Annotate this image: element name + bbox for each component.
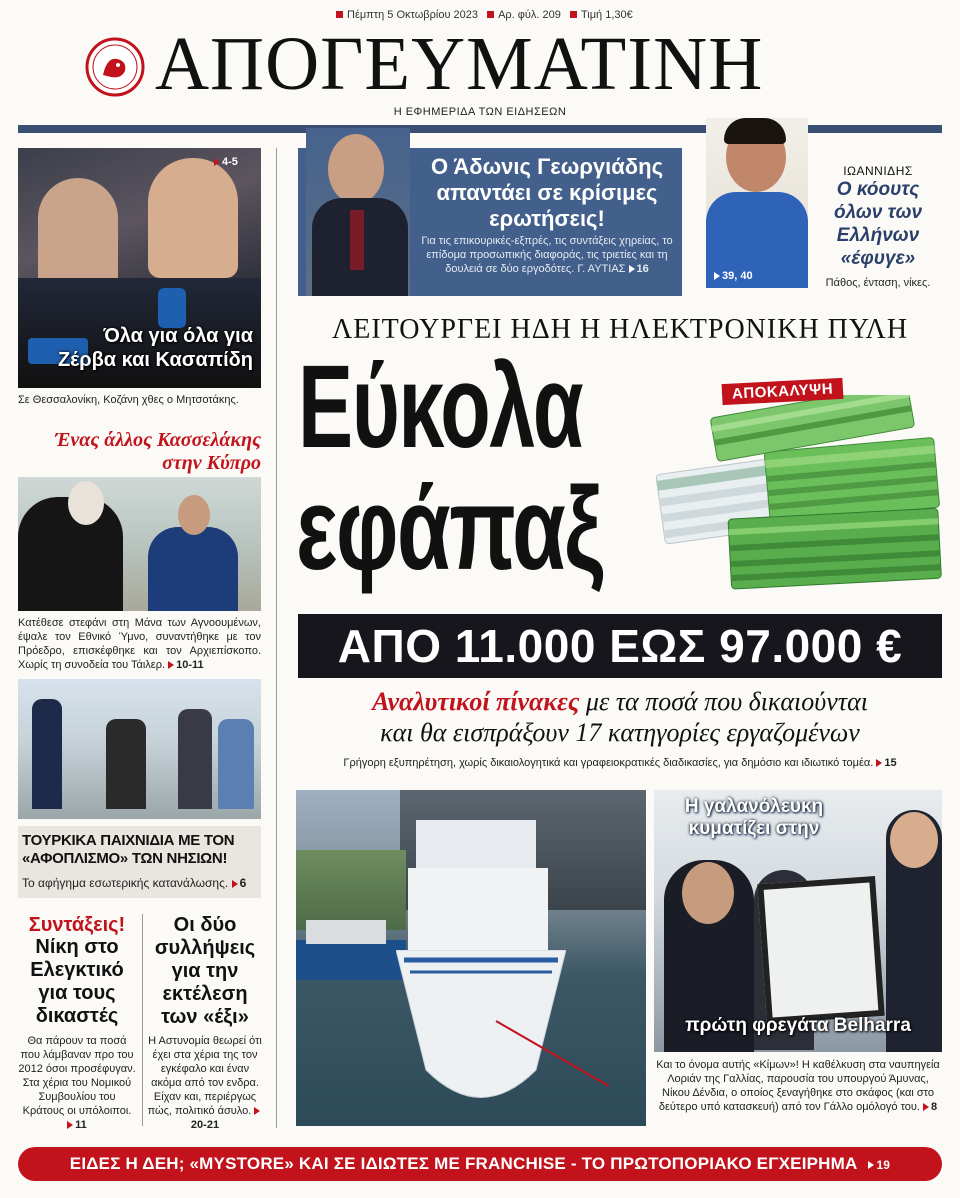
newspaper-title: ΑΠΟΓΕΥΜΑΤΙΝΗ <box>155 22 764 106</box>
frigate-launch-photo <box>296 790 646 1126</box>
bullet-icon <box>570 11 577 18</box>
issue-number: Αρ. φύλ. 209 <box>498 9 561 21</box>
story3-caption: Το αφήγημα εσωτερικής κατανάλωσης. 6 <box>22 876 247 890</box>
adonis-body: Για τις επικουρικές-εξπρές, τις συντάξεις χηρείας, το επίδομα προσωπικής διαφοράς, τις τριετίες και τη δουλειά σε δύο εργοδότες. Γ. ΑΥΤΙΑΣ 16 <box>421 235 673 275</box>
story3-headline: ΤΟΥΡΚΙΚΑ ΠΑΙΧΝΙΔΙΑ ΜΕ ΤΟΝ «ΑΦΟΠΛΙΣΜΟ» ΤΩΝ ΝΗΣΙΩΝ! <box>22 832 235 867</box>
story1-pages: 4-5 <box>222 156 238 168</box>
story-divider <box>142 914 143 1126</box>
main-subhead: Αναλυτικοί πίνακες με τα ποσά που δικαιούνται και θα εισπράξουν 17 κατηγορίες εργαζομένων <box>372 687 868 747</box>
bullet-icon <box>487 11 494 18</box>
ioannidis-photo: 39, 40 <box>706 118 808 288</box>
main-headline-line1: Εύκολα <box>298 341 583 473</box>
page-pointer-icon <box>254 1107 260 1115</box>
ioannidis-caption: Πάθος, ένταση, νίκες. <box>825 277 931 289</box>
story4-headline: Νίκη στο Ελεγκτικό για τους δικαστές <box>30 936 124 1027</box>
column-divider <box>276 148 277 1128</box>
page-pointer-icon <box>629 265 635 273</box>
money-illustration <box>650 395 950 600</box>
masthead-meta <box>330 9 633 21</box>
page-pointer-icon <box>67 1121 73 1129</box>
ioannidis-headline: Ο κόουτς όλων των Ελλήνων «έφυγε» <box>833 179 923 269</box>
issue-date: Πέμπτη 5 Οκτωβρίου 2023 <box>347 9 478 21</box>
ioannidis-kicker: ΙΩΑΝΝΙΔΗΣ <box>843 164 913 178</box>
story4-caption: Θα πάρουν τα ποσά που λάμβαναν προ του 2012 όσοι προσέφυγαν. Στα χέρια του Νομικού Συμβουλίου του Κράτους οι υπόλοιποι. 11 <box>18 1035 136 1131</box>
page-pointer-icon <box>868 1161 874 1169</box>
page-pointer-icon <box>876 759 882 767</box>
main-overline: ΛΕΙΤΟΥΡΓΕΙ ΗΔΗ Η ΗΛΕΚΤΡΟΝΙΚΗ ΠΥΛΗ <box>331 314 909 345</box>
footer-banner-text: ΕΙΔΕΣ Η ΔΕΗ; «MYSTORE» ΚΑΙ ΣΕ ΙΔΙΩΤΕΣ ΜΕ FRANCHISE - ΤΟ ΠΡΩΤΟΠΟΡΙΑΚΟ ΕΓΧΕΙΡΗΜΑ 19 <box>69 1154 891 1173</box>
adonis-headline: Ο Άδωνις Γεωργιάδης απαντάει σε κρίσιμες ερωτήσεις! <box>430 154 664 231</box>
main-deck: Γρήγορη εξυπηρέτηση, χωρίς δικαιολογητικά και γραφειοκρατικές διαδικασίες, για δημόσιο και ιδιωτικό τομέα. 15 <box>343 757 897 769</box>
page-pointer-icon <box>923 1103 929 1111</box>
logo-icon <box>85 37 145 97</box>
dendias-frigate-photo <box>654 790 942 1052</box>
frigate-headline-top: Η γαλανόλευκη κυματίζει στην <box>684 796 824 839</box>
page-pointer-icon <box>714 272 720 280</box>
bullet-icon <box>336 11 343 18</box>
amount-banner-text: ΑΠΟ 11.000 ΕΩΣ 97.000 € <box>337 620 903 672</box>
story4-kicker: Συντάξεις! <box>28 914 126 936</box>
story2-caption: Κατέθεσε στεφάνι στη Μάνα των Αγνοουμένων, έψαλε τον Εθνικό Ύμνο, συναντήθηκε με τον Πρόεδρο, επισκέφθηκε και τον Αρχιεπίσκοπο. Χωρίς τη συνοδεία του Τάιλερ. 10-11 <box>18 617 261 671</box>
page-pointer-icon <box>232 880 238 888</box>
page-pointer-icon <box>214 158 220 166</box>
story1-headline: Όλα για όλα για Ζέρβα και Κασαπίδη <box>57 325 253 371</box>
frigate-caption: Και το όνομα αυτής «Κίμων»! Η καθέλκυση στα ναυπηγεία Λοριάν της Γαλλίας, παρουσία του υπουργού Άμυνας, Νίκου Δένδια, ο οποίος ξεναγήθηκε στο σκάφος (και στο δεύτερο υπό κατασκευή) από τον Γάλλο ομόλογό του. 8 <box>656 1059 940 1113</box>
page-pointer-icon <box>168 661 174 669</box>
exclusive-badge: ΑΠΟΚΑΛΥΨΗ <box>722 378 844 405</box>
issue-price: Τιμή 1,30€ <box>580 9 633 21</box>
kasselakis-photo <box>18 477 261 611</box>
dendias-event-photo <box>18 679 261 819</box>
tagline: Η ΕΦΗΜΕΡΙΔΑ ΤΩΝ ΕΙΔΗΣΕΩΝ <box>393 106 567 118</box>
story5-caption: Η Αστυνομία θεωρεί ότι έχει στα χέρια της τον εγκέφαλο και έναν ακόμα από τον ενδρα. Είχαν και, περιέργως πώς, πολιτικό άσυλο. 20-21 <box>147 1035 262 1131</box>
main-headline-line2: εφάπαξ <box>296 463 602 595</box>
mitsotakis-photo <box>18 148 261 388</box>
adonis-photo <box>306 128 410 296</box>
story2-headline: Ένας άλλος Κασσελάκης στην Κύπρο <box>54 429 261 474</box>
story1-caption: Σε Θεσσαλονίκη, Κοζάνη χθες ο Μητσοτάκης. <box>18 394 239 406</box>
frigate-headline-bottom: πρώτη φρεγάτα Belharra <box>685 1015 911 1036</box>
story5-headline: Οι δύο συλλήψεις για την εκτέλεση των «έξι» <box>154 914 256 1028</box>
